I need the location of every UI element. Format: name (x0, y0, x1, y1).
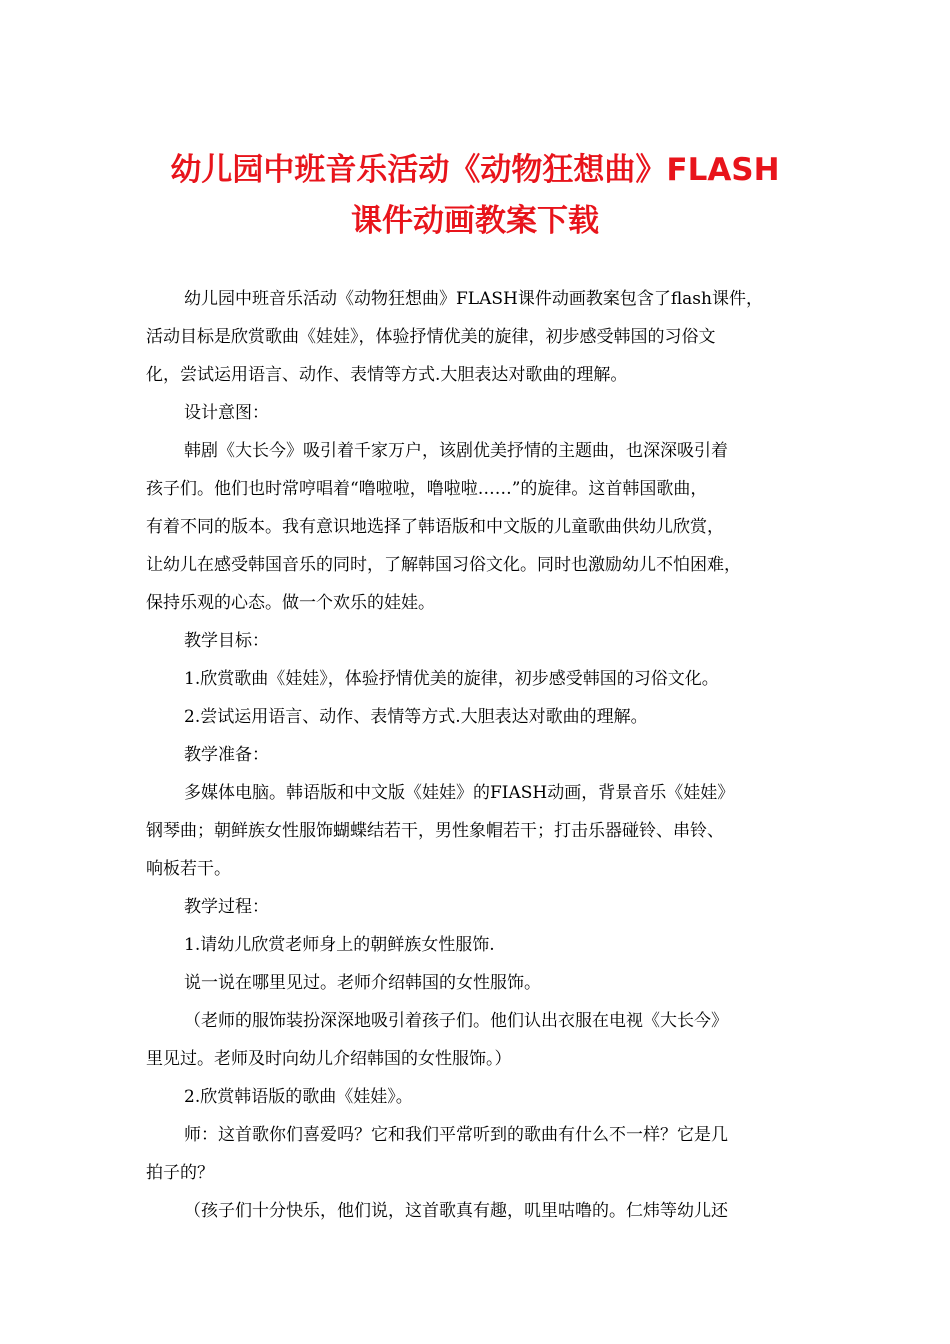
list-item: 2.尝试运用语言、动作、表情等方式.大胆表达对歌曲的理解。 (184, 707, 648, 727)
section-heading: 教学过程： (184, 897, 269, 917)
section-heading: 设计意图： (184, 403, 269, 423)
paragraph-line: 多媒体电脑。韩语版和中文版《娃娃》的FIASH动画，背景音乐《娃娃》 (184, 783, 735, 803)
paragraph-line: 幼儿园中班音乐活动《动物狂想曲》FLASH课件动画教案包含了flash课件， (184, 289, 763, 309)
paragraph-line: 师：这首歌你们喜爱吗？它和我们平常听到的歌曲有什么不一样？它是几 (184, 1125, 728, 1145)
paragraph-line: 让幼儿在感受韩国音乐的同时，了解韩国习俗文化。同时也激励幼儿不怕困难， (146, 555, 741, 575)
section-heading: 教学目标： (184, 631, 269, 651)
list-item: 2.欣赏韩语版的歌曲《娃娃》。 (184, 1087, 413, 1107)
paragraph-line: 韩剧《大长今》吸引着千家万户，该剧优美抒情的主题曲，也深深吸引着 (184, 441, 728, 461)
paragraph-line: 保持乐观的心态。做一个欢乐的娃娃。 (146, 593, 435, 613)
list-item: 1.欣赏歌曲《娃娃》，体验抒情优美的旋律，初步感受韩国的习俗文化。 (184, 669, 719, 689)
paragraph-line: 有着不同的版本。我有意识地选择了韩语版和中文版的儿童歌曲供幼儿欣赏， (146, 517, 724, 537)
paragraph-line: 说一说在哪里见过。老师介绍韩国的女性服饰。 (184, 973, 541, 993)
section-heading: 教学准备： (184, 745, 269, 765)
paragraph-line: 化，尝试运用语言、动作、表情等方式.大胆表达对歌曲的理解。 (146, 365, 628, 385)
paragraph-line: 拍子的？ (146, 1163, 214, 1183)
document-title-line-2: 课件动画教案下载 (351, 203, 599, 239)
paragraph-line: 里见过。老师及时向幼儿介绍韩国的女性服饰。） (146, 1049, 512, 1069)
document-title-line-1: 幼儿园中班音乐活动《动物狂想曲》FLASH (170, 152, 780, 188)
list-item: 1.请幼儿欣赏老师身上的朝鲜族女性服饰. (184, 935, 495, 955)
paragraph-line: （老师的服饰装扮深深地吸引着孩子们。他们认出衣服在电视《大长今》 (184, 1011, 728, 1031)
paragraph-line: 响板若干。 (146, 859, 231, 879)
paragraph-line: 孩子们。他们也时常哼唱着“噜啦啦，噜啦啦……”的旋律。这首韩国歌曲， (146, 479, 708, 499)
paragraph-line: 钢琴曲；朝鲜族女性服饰蝴蝶结若干，男性象帽若干；打击乐器碰铃、串铃、 (146, 821, 724, 841)
paragraph-line: （孩子们十分快乐，他们说，这首歌真有趣，叽里咕噜的。仁炜等幼儿还 (184, 1201, 728, 1221)
paragraph-line: 活动目标是欣赏歌曲《娃娃》，体验抒情优美的旋律，初步感受韩国的习俗文 (146, 327, 716, 347)
